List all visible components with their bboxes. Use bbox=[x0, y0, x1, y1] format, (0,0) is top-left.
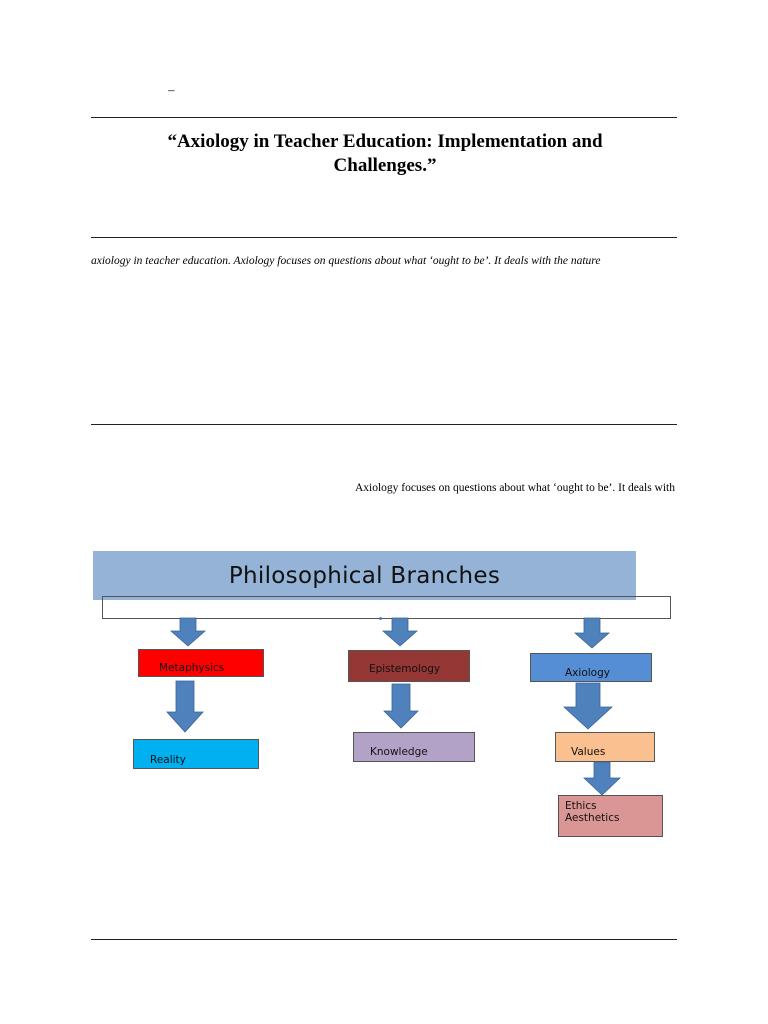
abstract-text: axiology in teacher education. Axiology focuses on questions about what ‘ought to be’. It deals with the nature bbox=[91, 255, 601, 267]
box-metaphysics bbox=[138, 649, 264, 677]
arrow-down-icon bbox=[384, 684, 418, 728]
aesthetics-label: Aesthetics bbox=[565, 812, 620, 824]
values-label: Values bbox=[571, 746, 606, 758]
knowledge-label: Knowledge bbox=[370, 746, 428, 758]
box-axiology bbox=[530, 653, 652, 682]
metaphysics-label: Metaphysics bbox=[159, 662, 225, 674]
body-text: Axiology focuses on questions about what ‘ought to be’. It deals with bbox=[354, 482, 675, 494]
arrow-down-icon bbox=[575, 618, 609, 648]
arrow-down-icon bbox=[383, 618, 417, 646]
arrow-down-icon bbox=[167, 681, 203, 732]
box-ethics-aesthetics bbox=[558, 795, 663, 837]
epistemology-label: Epistemology bbox=[369, 663, 441, 675]
title-line-2: Challenges.” bbox=[333, 155, 437, 176]
arrow-down-icon bbox=[584, 762, 620, 795]
axiology-label: Axiology bbox=[565, 667, 610, 679]
diagram-title: Philosophical Branches bbox=[93, 551, 636, 600]
box-epistemology bbox=[348, 650, 470, 682]
ethics-label: Ethics bbox=[565, 800, 597, 812]
box-knowledge bbox=[353, 732, 475, 762]
box-reality bbox=[133, 739, 259, 769]
box-values bbox=[555, 732, 655, 762]
header-dash: – bbox=[168, 82, 175, 97]
arrow-down-icon bbox=[171, 618, 205, 646]
title-line-1: “Axiology in Teacher Education: Implementation and bbox=[167, 131, 603, 152]
arrow-down-icon bbox=[564, 683, 612, 729]
reality-label: Reality bbox=[150, 754, 186, 766]
